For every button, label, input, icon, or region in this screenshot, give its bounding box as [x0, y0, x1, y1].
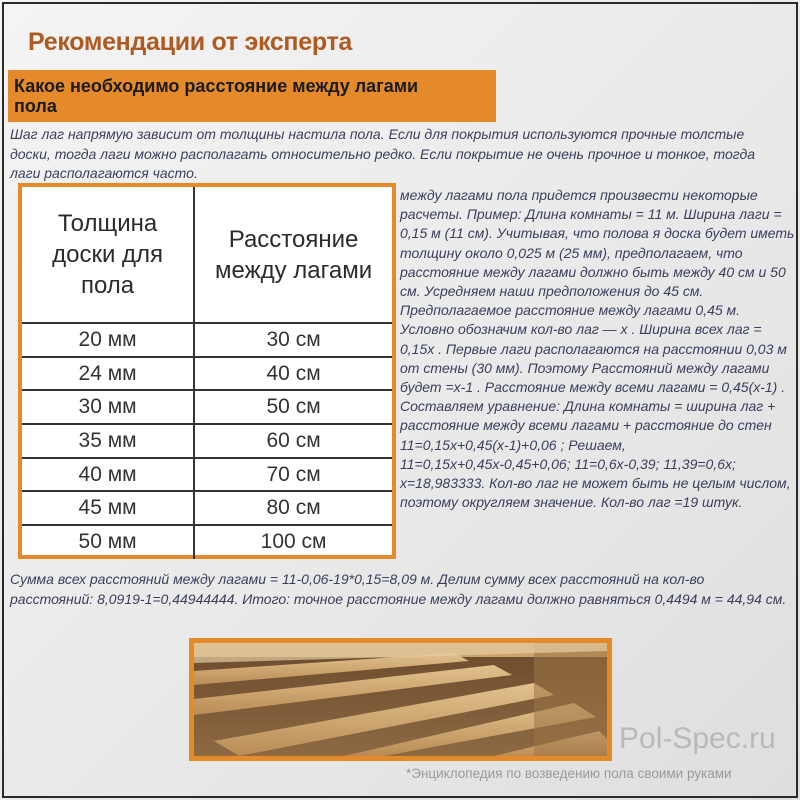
intro-paragraph: Шаг лаг напрямую зависит от толщины настила пола. Если для покрытия используются прочные толстые доски, тогда лаги можно располагать относительно редко. Если покрытие не очень прочное и тонкое, тогда лаги располагаются часто.: [10, 126, 756, 181]
spacing-table-box: [18, 183, 396, 559]
thickness-cell: 35 мм: [22, 424, 194, 458]
spacing-cell: 30 см: [194, 323, 392, 357]
spacing-cell: 60 см: [194, 424, 392, 458]
thickness-cell: 20 мм: [22, 323, 194, 357]
table-row: [22, 323, 392, 357]
spacing-cell: 70 см: [194, 458, 392, 492]
spacing-cell: 80 см: [194, 491, 392, 525]
spacing-cell: 40 см: [194, 357, 392, 391]
joists-illustration: [194, 643, 607, 756]
footer-note: *Энциклопедия по возведению пола своими руками: [406, 766, 732, 781]
thickness-cell: 30 мм: [22, 390, 194, 424]
table-row: [22, 491, 392, 525]
column-header-thickness: Толщина доски для пола: [22, 187, 194, 323]
section-heading: Какое необходимо расстояние между лагами пола: [14, 76, 419, 116]
column-header-spacing: Расстояние между лагами: [194, 187, 392, 323]
spacing-table: [22, 187, 392, 559]
table-row: [22, 424, 392, 458]
calculation-paragraph: между лагами пола придется произвести некоторые расчеты. Пример: Длина комнаты = 11 м. Ширина лаги = 0,15 м (11 см). Учитывая, что полова я доска будет иметь толщину около 0,025 м (25 мм), предполагаем, что расстояние между лагами должно быть между 40 см и 50 см. Усредняем наши предположения до 45 см. Предполагаемое расстояние между лагами 0,45 м. Условно обозначим кол-во лаг — х . Ширина всех лаг = 0,15х . Первые лаги располагаются на расстоянии 0,03 м от стены (30 мм). Поэтому Расстояний между лагами будет =х-1 . Расстояние между всеми лагами = 0,45(х-1) . Составляем уравнение: Длина комнаты = ширина лаг + расстояние между всеми лагами + расстояние до стен 11=0,15х+0,45(х-1)+0,06 ; Решаем, 11=0,15х+0,45х-0,45+0,06; 11=0,6х-0,39; 11,39=0,6х; х=18,983333. Кол-во лаг не может быть не целым числом, поэтому округляем значение. Кол-во лаг =19 штук.: [400, 187, 795, 511]
table-row: [22, 525, 392, 559]
table-row: [22, 458, 392, 492]
table-header-row: [22, 187, 392, 323]
table-row: [22, 390, 392, 424]
summary-paragraph: Сумма всех расстояний между лагами = 11-0,06-19*0,15=8,09 м. Делим сумму всех расстояний на кол-во расстояний: 8,0919-1=0,44944444. Итого: точное расстояние между лагами должно равняться 0,4494 м = 44,94 см.: [10, 571, 787, 607]
table-row: [22, 357, 392, 391]
spacing-cell: 100 см: [260, 530, 327, 554]
spacing-cell: 50 см: [194, 390, 392, 424]
site-watermark: Pol-Spec.ru: [619, 722, 776, 755]
section-banner: [8, 70, 496, 122]
thickness-cell: 24 мм: [22, 357, 194, 391]
thickness-cell: 50 мм: [22, 525, 194, 559]
page-title: Рекомендации от эксперта: [28, 28, 353, 56]
floor-joists-photo: [189, 638, 612, 761]
thickness-cell: 40 мм: [22, 458, 194, 492]
thickness-cell: 45 мм: [22, 491, 194, 525]
